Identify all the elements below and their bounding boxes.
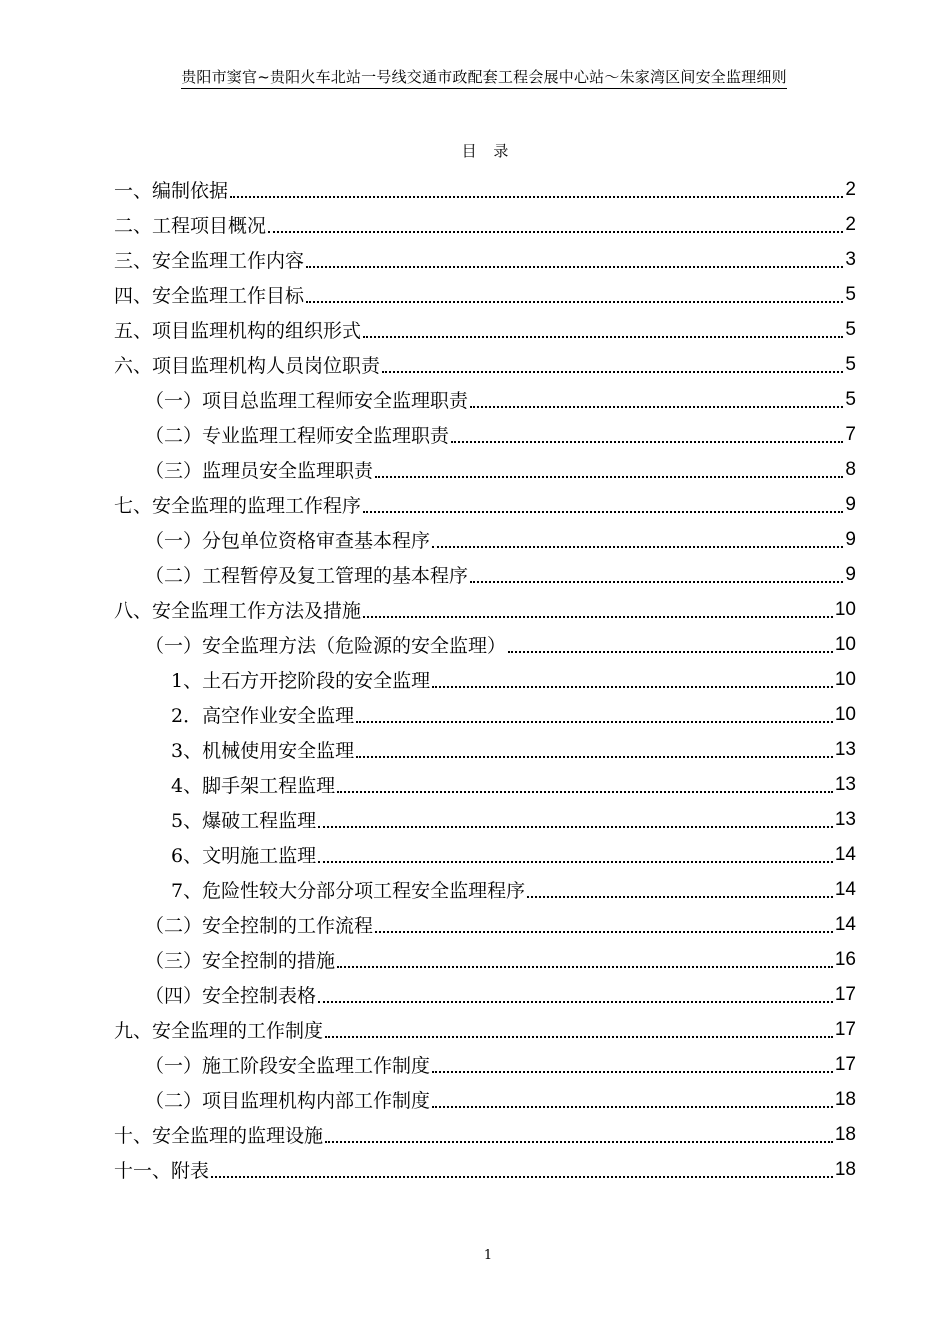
toc-entry-text: 十、安全监理的监理设施 [114, 1125, 324, 1147]
toc-dot-leader [268, 231, 843, 233]
toc-entry-text: 三、安全监理工作内容 [114, 250, 305, 272]
toc-entry-page: 16 [834, 948, 856, 970]
toc-dot-leader [375, 476, 843, 478]
toc-entry-page: 5 [845, 388, 856, 410]
toc-dot-leader [432, 686, 833, 688]
toc-dot-leader [432, 546, 843, 548]
toc-entry-page: 14 [834, 843, 856, 865]
toc-entry-text: 二、工程项目概况 [114, 215, 267, 237]
running-header-text: 贵阳市窦官~贵阳火车北站一号线交通市政配套工程会展中心站～朱家湾区间安全监理细则 [181, 68, 787, 89]
toc-entry-page: 14 [834, 878, 856, 900]
toc-entry-text: 1、土石方开挖阶段的安全监理 [171, 670, 431, 692]
toc-entry[interactable] [114, 312, 856, 347]
toc-entry[interactable] [114, 522, 856, 557]
toc-entry[interactable] [114, 277, 856, 312]
toc-entry-text: （一）施工阶段安全监理工作制度 [145, 1055, 431, 1077]
toc-entry-text: 4、脚手架工程监理 [171, 775, 336, 797]
toc-entry-text: （三）监理员安全监理职责 [145, 460, 374, 482]
toc-entry[interactable] [114, 732, 856, 767]
toc-entry[interactable] [114, 1082, 856, 1117]
toc-dot-leader [318, 1001, 833, 1003]
toc-entry-text: 六、项目监理机构人员岗位职责 [114, 355, 381, 377]
toc-dot-leader [470, 406, 843, 408]
toc-dot-leader [375, 931, 833, 933]
toc-entry-page: 18 [834, 1158, 856, 1180]
toc-entry[interactable] [114, 172, 856, 207]
toc-entry-page: 17 [834, 983, 856, 1005]
toc-entry-text: （二）专业监理工程师安全监理职责 [145, 425, 450, 447]
toc-entry[interactable] [114, 977, 856, 1012]
toc-entry-page: 13 [834, 808, 856, 830]
toc-entry-text: 八、安全监理工作方法及措施 [114, 600, 362, 622]
toc-entry-page: 8 [845, 458, 856, 480]
toc-dot-leader [382, 371, 843, 373]
toc-entry-text: （二）安全控制的工作流程 [145, 915, 374, 937]
toc-entry-page: 13 [834, 773, 856, 795]
toc-title: 目 录 [461, 142, 515, 160]
toc-entry[interactable] [114, 487, 856, 522]
toc-dot-leader [432, 1106, 833, 1108]
toc-entry[interactable] [114, 802, 856, 837]
toc-entry-text: （三）安全控制的措施 [145, 950, 336, 972]
toc-entry[interactable] [114, 347, 856, 382]
toc-entry-page: 9 [845, 493, 856, 515]
toc-dot-leader [470, 581, 843, 583]
toc-dot-leader [318, 861, 833, 863]
toc-entry-page: 9 [845, 528, 856, 550]
toc-dot-leader [306, 266, 843, 268]
toc-dot-leader [508, 651, 833, 653]
toc-entry-page: 2 [845, 213, 856, 235]
toc-entry-page: 9 [845, 563, 856, 585]
toc-entry-page: 2 [845, 178, 856, 200]
toc-entry-text: 九、安全监理的工作制度 [114, 1020, 324, 1042]
toc-entry-text: （一）项目总监理工程师安全监理职责 [145, 390, 469, 412]
toc-entry-text: 6、文明施工监理 [171, 845, 317, 867]
toc-entry[interactable] [114, 837, 856, 872]
toc-entry-page: 7 [845, 423, 856, 445]
toc-entry-page: 5 [845, 318, 856, 340]
toc-entry-page: 14 [834, 913, 856, 935]
toc-entry-text: （四）安全控制表格 [145, 985, 317, 1007]
toc-entry[interactable] [114, 1047, 856, 1082]
toc-entry-text: （一）安全监理方法（危险源的安全监理） [145, 635, 507, 657]
toc-entry[interactable] [114, 1012, 856, 1047]
toc-entry-page: 10 [834, 598, 856, 620]
toc-entry-page: 10 [834, 703, 856, 725]
toc-dot-leader [211, 1176, 833, 1178]
toc-dot-leader [337, 966, 833, 968]
toc-entry-text: 5、爆破工程监理 [171, 810, 317, 832]
toc-entry[interactable] [114, 627, 856, 662]
toc-entry-page: 5 [845, 283, 856, 305]
toc-entry[interactable] [114, 1152, 856, 1187]
toc-entry[interactable] [114, 907, 856, 942]
toc-entry[interactable] [114, 697, 856, 732]
toc-dot-leader [356, 756, 833, 758]
toc-entry-text: 2．高空作业安全监理 [171, 705, 355, 727]
toc-entry-text: 五、项目监理机构的组织形式 [114, 320, 362, 342]
toc-entry[interactable] [114, 382, 856, 417]
toc-entry-page: 17 [834, 1053, 856, 1075]
toc-entry-page: 5 [845, 353, 856, 375]
toc-entry-page: 3 [845, 248, 856, 270]
toc-entry-text: （二）工程暂停及复工管理的基本程序 [145, 565, 469, 587]
toc-dot-leader [356, 721, 833, 723]
toc-dot-leader [363, 336, 843, 338]
toc-entry[interactable] [114, 557, 856, 592]
toc-entry[interactable] [114, 592, 856, 627]
toc-entry-text: 7、危险性较大分部分项工程安全监理程序 [171, 880, 526, 902]
toc-entry-page: 17 [834, 1018, 856, 1040]
toc-entry-page: 10 [834, 668, 856, 690]
toc-entry-text: （一）分包单位资格审查基本程序 [145, 530, 431, 552]
toc-entry-text: 一、编制依据 [114, 180, 229, 202]
toc-dot-leader [318, 826, 833, 828]
toc-entry-text: 七、安全监理的监理工作程序 [114, 495, 362, 517]
toc-entry[interactable] [114, 242, 856, 277]
toc-dot-leader [363, 616, 833, 618]
toc-dot-leader [325, 1141, 833, 1143]
toc-dot-leader [527, 896, 833, 898]
toc-dot-leader [325, 1036, 833, 1038]
toc-entry[interactable] [114, 662, 856, 697]
toc-dot-leader [306, 301, 843, 303]
toc-entry-text: 3、机械使用安全监理 [171, 740, 355, 762]
toc-entry[interactable] [114, 1117, 856, 1152]
toc-entry-page: 18 [834, 1123, 856, 1145]
toc-entry[interactable] [114, 872, 856, 907]
toc-dot-leader [451, 441, 843, 443]
running-header [114, 66, 854, 88]
toc-dot-leader [230, 196, 843, 198]
toc-dot-leader [337, 791, 833, 793]
toc-dot-leader [363, 511, 843, 513]
toc-entry[interactable] [114, 452, 856, 487]
page-number: 1 [483, 1248, 493, 1263]
toc-entry-text: （二）项目监理机构内部工作制度 [145, 1090, 431, 1112]
toc-entry-page: 18 [834, 1088, 856, 1110]
toc-entry[interactable] [114, 207, 856, 242]
toc-entry[interactable] [114, 417, 856, 452]
toc-entry-text: 四、安全监理工作目标 [114, 285, 305, 307]
toc-entry[interactable] [114, 767, 856, 802]
toc-dot-leader [432, 1071, 833, 1073]
table-of-contents [114, 172, 856, 1187]
toc-entry-page: 13 [834, 738, 856, 760]
toc-entry-text: 十一、附表 [114, 1160, 210, 1182]
toc-entry-page: 10 [834, 633, 856, 655]
toc-entry[interactable] [114, 942, 856, 977]
